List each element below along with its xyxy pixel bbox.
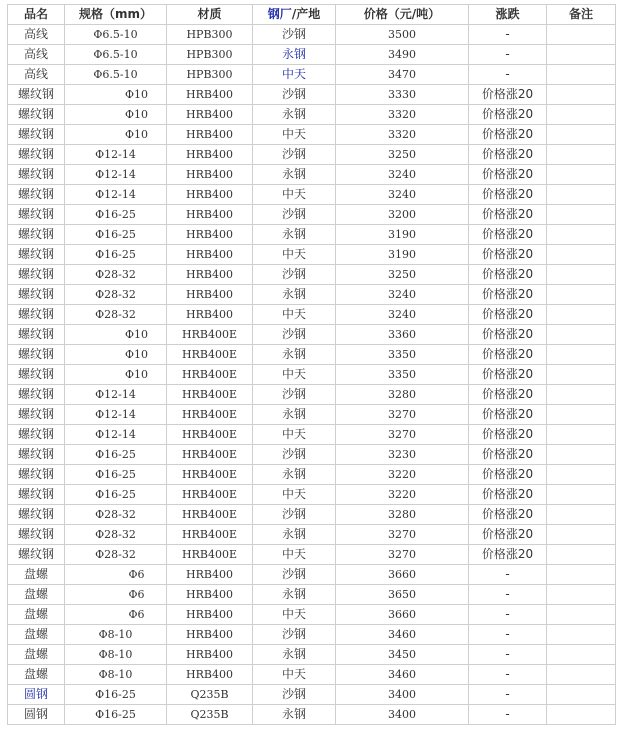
cell-name: 盘螺 xyxy=(8,565,65,585)
cell-material: HRB400E xyxy=(167,545,253,565)
cell-change: 价格涨20 xyxy=(469,125,547,145)
cell-note xyxy=(547,665,616,685)
cell-price: 3400 xyxy=(336,705,469,725)
cell-material: HRB400 xyxy=(167,265,253,285)
cell-note xyxy=(547,565,616,585)
cell-spec: Φ16-25 xyxy=(65,705,167,725)
cell-factory: 中天 xyxy=(253,665,336,685)
cell-factory: 沙钢 xyxy=(253,685,336,705)
cell-factory: 中天 xyxy=(253,425,336,445)
header-spec: 规格（mm） xyxy=(65,5,167,25)
cell-factory: 中天 xyxy=(253,185,336,205)
cell-material: HRB400 xyxy=(167,665,253,685)
cell-spec: Φ28-32 xyxy=(65,305,167,325)
cell-factory: 中天 xyxy=(253,125,336,145)
cell-note xyxy=(547,45,616,65)
cell-price: 3660 xyxy=(336,605,469,625)
cell-change: - xyxy=(469,685,547,705)
cell-change: 价格涨20 xyxy=(469,145,547,165)
cell-note xyxy=(547,305,616,325)
cell-price: 3270 xyxy=(336,545,469,565)
table-row xyxy=(8,685,616,705)
cell-name: 螺纹钢 xyxy=(8,465,65,485)
cell-spec: Φ8-10 xyxy=(65,665,167,685)
cell-change: 价格涨20 xyxy=(469,365,547,385)
steel-price-table xyxy=(7,4,616,725)
cell-change: - xyxy=(469,65,547,85)
table-row xyxy=(8,445,616,465)
cell-material: HPB300 xyxy=(167,45,253,65)
cell-material: HRB400E xyxy=(167,485,253,505)
cell-note xyxy=(547,225,616,245)
cell-price: 3280 xyxy=(336,385,469,405)
table-row xyxy=(8,165,616,185)
cell-spec: Φ10 xyxy=(65,125,167,145)
price-table-container xyxy=(7,4,616,725)
table-row xyxy=(8,105,616,125)
cell-change: 价格涨20 xyxy=(469,305,547,325)
cell-name: 高线 xyxy=(8,45,65,65)
cell-note xyxy=(547,465,616,485)
cell-name: 螺纹钢 xyxy=(8,145,65,165)
cell-factory: 沙钢 xyxy=(253,385,336,405)
cell-change: 价格涨20 xyxy=(469,545,547,565)
cell-material: Q235B xyxy=(167,685,253,705)
cell-change: 价格涨20 xyxy=(469,525,547,545)
cell-name: 盘螺 xyxy=(8,585,65,605)
cell-name: 螺纹钢 xyxy=(8,485,65,505)
table-row xyxy=(8,605,616,625)
header-factory-suffix: /产地 xyxy=(291,7,321,21)
cell-note xyxy=(547,525,616,545)
cell-material: HRB400 xyxy=(167,125,253,145)
cell-change: - xyxy=(469,25,547,45)
cell-price: 3240 xyxy=(336,285,469,305)
cell-price: 3220 xyxy=(336,465,469,485)
cell-material: HRB400 xyxy=(167,285,253,305)
cell-change: - xyxy=(469,645,547,665)
cell-change: - xyxy=(469,665,547,685)
cell-material: HRB400E xyxy=(167,405,253,425)
cell-factory: 永钢 xyxy=(253,465,336,485)
cell-name: 螺纹钢 xyxy=(8,385,65,405)
header-factory xyxy=(253,5,336,25)
cell-factory: 中天 xyxy=(253,305,336,325)
table-row xyxy=(8,85,616,105)
cell-change: 价格涨20 xyxy=(469,405,547,425)
header-price: 价格（元/吨） xyxy=(336,5,469,25)
table-row xyxy=(8,585,616,605)
cell-price: 3230 xyxy=(336,445,469,465)
cell-spec: Φ28-32 xyxy=(65,545,167,565)
cell-spec: Φ12-14 xyxy=(65,145,167,165)
cell-name: 螺纹钢 xyxy=(8,105,65,125)
cell-factory: 永钢 xyxy=(253,405,336,425)
cell-material: HRB400E xyxy=(167,425,253,445)
cell-factory: 沙钢 xyxy=(253,145,336,165)
cell-spec: Φ6 xyxy=(65,565,167,585)
cell-name: 盘螺 xyxy=(8,605,65,625)
table-row xyxy=(8,705,616,725)
cell-spec: Φ12-14 xyxy=(65,385,167,405)
table-row xyxy=(8,365,616,385)
cell-price: 3220 xyxy=(336,485,469,505)
cell-spec: Φ16-25 xyxy=(65,245,167,265)
cell-note xyxy=(547,585,616,605)
cell-change: 价格涨20 xyxy=(469,285,547,305)
cell-name: 螺纹钢 xyxy=(8,445,65,465)
cell-note xyxy=(547,105,616,125)
cell-note xyxy=(547,205,616,225)
table-row xyxy=(8,245,616,265)
cell-material: HRB400 xyxy=(167,305,253,325)
cell-note xyxy=(547,385,616,405)
cell-spec: Φ6.5-10 xyxy=(65,65,167,85)
table-row xyxy=(8,25,616,45)
table-row xyxy=(8,125,616,145)
table-row xyxy=(8,465,616,485)
cell-name: 圆钢 xyxy=(8,705,65,725)
table-row xyxy=(8,325,616,345)
cell-price: 3270 xyxy=(336,525,469,545)
table-row xyxy=(8,545,616,565)
cell-factory: 沙钢 xyxy=(253,565,336,585)
cell-factory: 沙钢 xyxy=(253,625,336,645)
cell-change: 价格涨20 xyxy=(469,445,547,465)
cell-factory: 中天 xyxy=(253,365,336,385)
table-row xyxy=(8,305,616,325)
cell-change: 价格涨20 xyxy=(469,165,547,185)
cell-change: 价格涨20 xyxy=(469,425,547,445)
cell-note xyxy=(547,405,616,425)
cell-note xyxy=(547,705,616,725)
cell-change: 价格涨20 xyxy=(469,345,547,365)
cell-factory: 中天 xyxy=(253,485,336,505)
cell-price: 3330 xyxy=(336,85,469,105)
cell-price: 3490 xyxy=(336,45,469,65)
cell-material: HRB400 xyxy=(167,185,253,205)
cell-material: HRB400 xyxy=(167,565,253,585)
table-row xyxy=(8,505,616,525)
cell-material: HRB400 xyxy=(167,225,253,245)
table-row xyxy=(8,565,616,585)
cell-name: 螺纹钢 xyxy=(8,345,65,365)
cell-change: 价格涨20 xyxy=(469,385,547,405)
cell-name[interactable]: 圆钢 xyxy=(8,685,65,705)
cell-material: HRB400 xyxy=(167,145,253,165)
cell-spec: Φ8-10 xyxy=(65,645,167,665)
cell-note xyxy=(547,605,616,625)
cell-name: 盘螺 xyxy=(8,645,65,665)
cell-spec: Φ28-32 xyxy=(65,525,167,545)
cell-price: 3280 xyxy=(336,505,469,525)
cell-spec: Φ16-25 xyxy=(65,685,167,705)
table-row xyxy=(8,265,616,285)
cell-change: 价格涨20 xyxy=(469,505,547,525)
cell-name: 螺纹钢 xyxy=(8,85,65,105)
cell-spec: Φ10 xyxy=(65,365,167,385)
cell-material: HRB400 xyxy=(167,205,253,225)
cell-spec: Φ28-32 xyxy=(65,265,167,285)
cell-material: HRB400 xyxy=(167,85,253,105)
cell-price: 3360 xyxy=(336,325,469,345)
header-change: 涨跌 xyxy=(469,5,547,25)
cell-material: HRB400 xyxy=(167,585,253,605)
cell-name: 盘螺 xyxy=(8,665,65,685)
cell-factory[interactable]: 中天 xyxy=(253,65,336,85)
cell-note xyxy=(547,425,616,445)
cell-spec: Φ6 xyxy=(65,605,167,625)
cell-note xyxy=(547,685,616,705)
cell-name: 螺纹钢 xyxy=(8,245,65,265)
cell-note xyxy=(547,485,616,505)
table-row xyxy=(8,345,616,365)
cell-price: 3320 xyxy=(336,105,469,125)
table-row xyxy=(8,385,616,405)
cell-name: 螺纹钢 xyxy=(8,225,65,245)
cell-factory: 永钢 xyxy=(253,585,336,605)
cell-spec: Φ6.5-10 xyxy=(65,25,167,45)
cell-factory: 沙钢 xyxy=(253,85,336,105)
cell-material: HRB400 xyxy=(167,605,253,625)
cell-material: HPB300 xyxy=(167,65,253,85)
cell-name: 螺纹钢 xyxy=(8,125,65,145)
cell-material: HRB400E xyxy=(167,345,253,365)
cell-factory: 沙钢 xyxy=(253,325,336,345)
header-factory-link[interactable]: 钢厂 xyxy=(267,7,292,21)
header-material: 材质 xyxy=(167,5,253,25)
cell-note xyxy=(547,365,616,385)
cell-material: HRB400E xyxy=(167,325,253,345)
cell-material: HRB400E xyxy=(167,445,253,465)
cell-material: HRB400E xyxy=(167,385,253,405)
cell-spec: Φ28-32 xyxy=(65,505,167,525)
cell-material: HRB400 xyxy=(167,245,253,265)
cell-change: 价格涨20 xyxy=(469,325,547,345)
table-row xyxy=(8,145,616,165)
cell-change: - xyxy=(469,565,547,585)
cell-name: 螺纹钢 xyxy=(8,425,65,445)
cell-change: - xyxy=(469,45,547,65)
cell-change: 价格涨20 xyxy=(469,105,547,125)
cell-note xyxy=(547,545,616,565)
cell-note xyxy=(547,145,616,165)
table-row xyxy=(8,405,616,425)
cell-note xyxy=(547,345,616,365)
cell-spec: Φ16-25 xyxy=(65,465,167,485)
cell-change: - xyxy=(469,585,547,605)
cell-name: 螺纹钢 xyxy=(8,285,65,305)
cell-material: HRB400E xyxy=(167,465,253,485)
cell-spec: Φ10 xyxy=(65,325,167,345)
cell-note xyxy=(547,65,616,85)
cell-material: HRB400E xyxy=(167,505,253,525)
cell-spec: Φ28-32 xyxy=(65,285,167,305)
cell-note xyxy=(547,85,616,105)
cell-spec: Φ12-14 xyxy=(65,185,167,205)
cell-material: Q235B xyxy=(167,705,253,725)
cell-spec: Φ8-10 xyxy=(65,625,167,645)
cell-note xyxy=(547,125,616,145)
cell-name: 螺纹钢 xyxy=(8,185,65,205)
cell-factory: 永钢 xyxy=(253,105,336,125)
cell-name: 螺纹钢 xyxy=(8,325,65,345)
cell-price: 3460 xyxy=(336,625,469,645)
table-row xyxy=(8,665,616,685)
cell-change: - xyxy=(469,625,547,645)
cell-spec: Φ12-14 xyxy=(65,405,167,425)
cell-note xyxy=(547,265,616,285)
cell-material: HRB400 xyxy=(167,645,253,665)
cell-spec: Φ10 xyxy=(65,85,167,105)
cell-spec: Φ16-25 xyxy=(65,445,167,465)
cell-factory[interactable]: 永钢 xyxy=(253,45,336,65)
cell-factory: 永钢 xyxy=(253,525,336,545)
cell-price: 3460 xyxy=(336,665,469,685)
cell-name: 螺纹钢 xyxy=(8,305,65,325)
cell-price: 3500 xyxy=(336,25,469,45)
cell-name: 高线 xyxy=(8,25,65,45)
cell-factory: 永钢 xyxy=(253,645,336,665)
cell-spec: Φ16-25 xyxy=(65,225,167,245)
cell-change: 价格涨20 xyxy=(469,245,547,265)
table-row xyxy=(8,485,616,505)
cell-name: 螺纹钢 xyxy=(8,165,65,185)
cell-price: 3190 xyxy=(336,225,469,245)
table-row xyxy=(8,185,616,205)
cell-note xyxy=(547,285,616,305)
cell-factory: 沙钢 xyxy=(253,205,336,225)
cell-price: 3240 xyxy=(336,165,469,185)
cell-price: 3400 xyxy=(336,685,469,705)
cell-note xyxy=(547,165,616,185)
cell-spec: Φ6 xyxy=(65,585,167,605)
cell-change: 价格涨20 xyxy=(469,185,547,205)
cell-spec: Φ16-25 xyxy=(65,205,167,225)
cell-name: 螺纹钢 xyxy=(8,505,65,525)
cell-change: 价格涨20 xyxy=(469,205,547,225)
cell-factory: 沙钢 xyxy=(253,505,336,525)
cell-factory: 永钢 xyxy=(253,225,336,245)
cell-change: 价格涨20 xyxy=(469,485,547,505)
cell-name: 盘螺 xyxy=(8,625,65,645)
cell-price: 3320 xyxy=(336,125,469,145)
cell-name: 高线 xyxy=(8,65,65,85)
table-row xyxy=(8,225,616,245)
cell-name: 螺纹钢 xyxy=(8,365,65,385)
cell-note xyxy=(547,445,616,465)
cell-price: 3240 xyxy=(336,185,469,205)
cell-factory: 中天 xyxy=(253,605,336,625)
table-header-row xyxy=(8,5,616,25)
cell-spec: Φ16-25 xyxy=(65,485,167,505)
cell-note xyxy=(547,245,616,265)
cell-price: 3270 xyxy=(336,425,469,445)
cell-material: HRB400E xyxy=(167,525,253,545)
cell-note xyxy=(547,325,616,345)
cell-price: 3200 xyxy=(336,205,469,225)
cell-name: 螺纹钢 xyxy=(8,525,65,545)
cell-price: 3650 xyxy=(336,585,469,605)
cell-name: 螺纹钢 xyxy=(8,545,65,565)
table-row xyxy=(8,425,616,445)
cell-factory: 永钢 xyxy=(253,165,336,185)
table-row xyxy=(8,65,616,85)
cell-factory: 永钢 xyxy=(253,705,336,725)
cell-price: 3240 xyxy=(336,305,469,325)
cell-factory: 永钢 xyxy=(253,345,336,365)
cell-factory: 永钢 xyxy=(253,285,336,305)
table-row xyxy=(8,205,616,225)
cell-change: 价格涨20 xyxy=(469,265,547,285)
cell-change: 价格涨20 xyxy=(469,85,547,105)
cell-price: 3250 xyxy=(336,145,469,165)
cell-spec: Φ12-14 xyxy=(65,425,167,445)
cell-factory: 中天 xyxy=(253,545,336,565)
header-name: 品名 xyxy=(8,5,65,25)
cell-factory: 中天 xyxy=(253,245,336,265)
cell-note xyxy=(547,625,616,645)
cell-price: 3350 xyxy=(336,365,469,385)
cell-spec: Φ6.5-10 xyxy=(65,45,167,65)
table-body xyxy=(8,25,616,725)
cell-name: 螺纹钢 xyxy=(8,405,65,425)
cell-material: HRB400 xyxy=(167,625,253,645)
header-note: 备注 xyxy=(547,5,616,25)
cell-price: 3350 xyxy=(336,345,469,365)
cell-price: 3660 xyxy=(336,565,469,585)
cell-factory: 沙钢 xyxy=(253,25,336,45)
cell-name: 螺纹钢 xyxy=(8,205,65,225)
table-row xyxy=(8,285,616,305)
cell-name: 螺纹钢 xyxy=(8,265,65,285)
cell-factory: 沙钢 xyxy=(253,265,336,285)
cell-price: 3470 xyxy=(336,65,469,85)
cell-material: HRB400E xyxy=(167,365,253,385)
table-row xyxy=(8,525,616,545)
cell-change: - xyxy=(469,605,547,625)
cell-change: 价格涨20 xyxy=(469,465,547,485)
cell-spec: Φ10 xyxy=(65,345,167,365)
cell-material: HRB400 xyxy=(167,165,253,185)
cell-material: HRB400 xyxy=(167,105,253,125)
cell-material: HPB300 xyxy=(167,25,253,45)
cell-price: 3270 xyxy=(336,405,469,425)
cell-change: - xyxy=(469,705,547,725)
cell-note xyxy=(547,645,616,665)
cell-note xyxy=(547,505,616,525)
cell-note xyxy=(547,25,616,45)
cell-note xyxy=(547,185,616,205)
table-row xyxy=(8,625,616,645)
table-row xyxy=(8,645,616,665)
cell-spec: Φ10 xyxy=(65,105,167,125)
cell-factory: 沙钢 xyxy=(253,445,336,465)
cell-price: 3250 xyxy=(336,265,469,285)
cell-spec: Φ12-14 xyxy=(65,165,167,185)
cell-price: 3190 xyxy=(336,245,469,265)
table-row xyxy=(8,45,616,65)
cell-change: 价格涨20 xyxy=(469,225,547,245)
cell-price: 3450 xyxy=(336,645,469,665)
